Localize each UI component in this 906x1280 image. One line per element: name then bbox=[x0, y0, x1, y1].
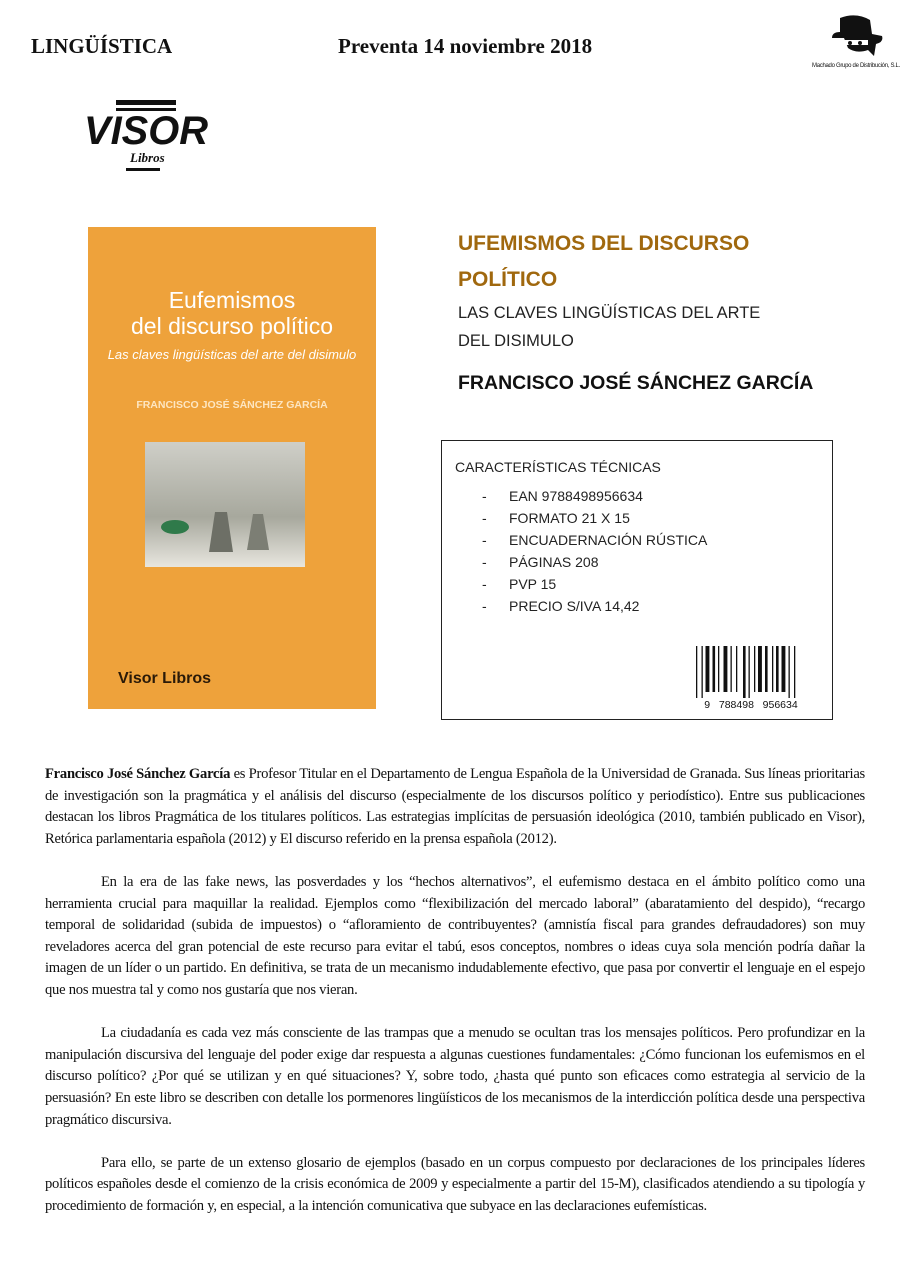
barcode-bar bbox=[743, 646, 746, 698]
specs-box bbox=[441, 440, 833, 720]
cover-illustration bbox=[145, 442, 305, 567]
paragraph: La ciudadanía es cada vez más consciente de las trampas que a menudo se ocultan tras los mensajes políticos. Pero profundizar en la manipulación discursiva del lenguaje del poder exige dar respuesta a algunas cuestiones fundamentales: ¿Cómo funcionan los eufemismos en el discurso político? ¿Por qué se utilizan y en qué situaciones? Y, sobre todo, ¿hasta qué punto son eficaces como estrategia al servicio de la persuasión? En este libro se describen con detalle los pormenores lingüísticos de los mecanismos de la interdicción política desde una perspectiva pragmático discursiva. bbox=[45, 1025, 865, 1128]
paragraph: Para ello, se parte de un extenso glosario de ejemplos (basado en un corpus compuesto por declaraciones de los principales líderes políticos españoles desde el comienzo de la crisis económica de 2009 y especialmente a partir del 15-M), clasificados atendiendo a su tipología y procedimiento de formación y, en especial, a la intención comunicativa que subyace en las declaraciones eufemísticas. bbox=[45, 1154, 865, 1214]
spec-item: - EAN 9788498956634 bbox=[482, 488, 643, 504]
barcode-bar bbox=[731, 646, 732, 692]
visor-libros-logo bbox=[82, 100, 212, 175]
barcode-bar bbox=[724, 646, 728, 692]
book-author: FRANCISCO JOSÉ SÁNCHEZ GARCÍA bbox=[458, 372, 814, 394]
barcode-bar bbox=[706, 646, 710, 692]
distributor-logo bbox=[808, 14, 904, 69]
cover-publisher: Visor Libros bbox=[118, 670, 212, 687]
barcode bbox=[692, 646, 810, 711]
barcode-bar bbox=[702, 646, 703, 698]
book-title-line: UFEMISMOS DEL DISCURSO bbox=[458, 232, 750, 255]
barcode-bar bbox=[736, 646, 737, 692]
cover-title-1: Eufemismos bbox=[168, 287, 296, 313]
book-subtitle bbox=[458, 299, 798, 355]
distributor-name: Machado Grupo de Distribución, S.L. bbox=[812, 63, 900, 69]
spec-item: - PRECIO S/IVA 14,42 bbox=[482, 598, 640, 614]
spec-item: - FORMATO 21 X 15 bbox=[482, 510, 630, 526]
cover-title-2: del discurso político bbox=[131, 313, 333, 339]
spec-item: - ENCUADERNACIÓN RÚSTICA bbox=[482, 532, 708, 548]
barcode-digits: 9 788498 956634 bbox=[704, 699, 798, 711]
book-subtitle-line: DEL DISIMULO bbox=[458, 332, 574, 350]
barcode-bar bbox=[776, 646, 779, 692]
specs-list bbox=[482, 485, 707, 617]
spec-item: - PÁGINAS 208 bbox=[482, 554, 599, 570]
presale-date: Preventa 14 noviembre 2018 bbox=[338, 34, 593, 58]
barcode-bar bbox=[713, 646, 716, 692]
barcode-bar bbox=[696, 646, 697, 698]
barcode-bar bbox=[718, 646, 719, 692]
barcode-bar bbox=[782, 646, 786, 692]
book-description bbox=[45, 764, 865, 1239]
author-bio: Francisco José Sánchez García es Profesor Titular en el Departamento de Lengua Española de la Universidad de Granada. Sus líneas prioritarias de investigación son la pragmática y el análisis del discurso (especialmente de los discursos político y periodístico). Entre sus publicaciones destacan los libros Pragmática de los titulares políticos. Las estrategias implícitas de persuasión ideológica (2010, también publicado en Visor), Retórica parlamentaria española (2012) y El discurso referido en la prensa española (2012). bbox=[45, 766, 865, 847]
cover-subtitle: Las claves lingüísticas del arte del disimulo bbox=[107, 347, 357, 362]
svg-text:Libros: Libros bbox=[130, 150, 165, 165]
svg-text:VISOR: VISOR bbox=[84, 109, 209, 153]
barcode-bar bbox=[772, 646, 773, 692]
category-heading: LINGÜÍSTICA bbox=[31, 34, 173, 58]
book-cover bbox=[88, 227, 376, 709]
book-subtitle-line: LAS CLAVES LINGÜÍSTICAS DEL ARTE bbox=[458, 304, 761, 322]
barcode-bar bbox=[789, 646, 790, 698]
barcode-bar bbox=[758, 646, 762, 692]
cover-author: FRANCISCO JOSÉ SÁNCHEZ GARCÍA bbox=[136, 399, 328, 411]
paragraph: En la era de las fake news, las posverdades y los “hechos alternativos”, el eufemismo destaca en el ámbito político como una herramienta crucial para maquillar la realidad. Ejemplos como “flexibilización del mercado laboral” (abaratamiento del despido), “recargo temporal de solidaridad (subida de impuestos) o “afloramiento de contribuyentes? (amnistía fiscal para grandes defraudadores) son muy reveladores acerca del gran potencial de este recurso para evitar el tabú, esos conceptos, nombres o ideas cuya sola mención podría dañar la imagen de un líder o un partido. En definitiva, se trata de un mecanismo indudablemente efectivo, que pasa por convertir el lenguaje en el espejo que nos muestra tal y como nos gustaría que nos vieran. bbox=[45, 873, 865, 998]
spec-item: - PVP 15 bbox=[482, 576, 557, 592]
book-title bbox=[458, 226, 808, 298]
barcode-bar bbox=[749, 646, 750, 698]
barcode-bar bbox=[794, 646, 795, 698]
barcode-bar bbox=[754, 646, 755, 692]
specs-heading: CARACTERÍSTICAS TÉCNICAS bbox=[455, 459, 661, 475]
barcode-bar bbox=[765, 646, 768, 692]
hat-man-icon bbox=[826, 14, 886, 58]
book-title-line: POLÍTICO bbox=[458, 268, 558, 291]
